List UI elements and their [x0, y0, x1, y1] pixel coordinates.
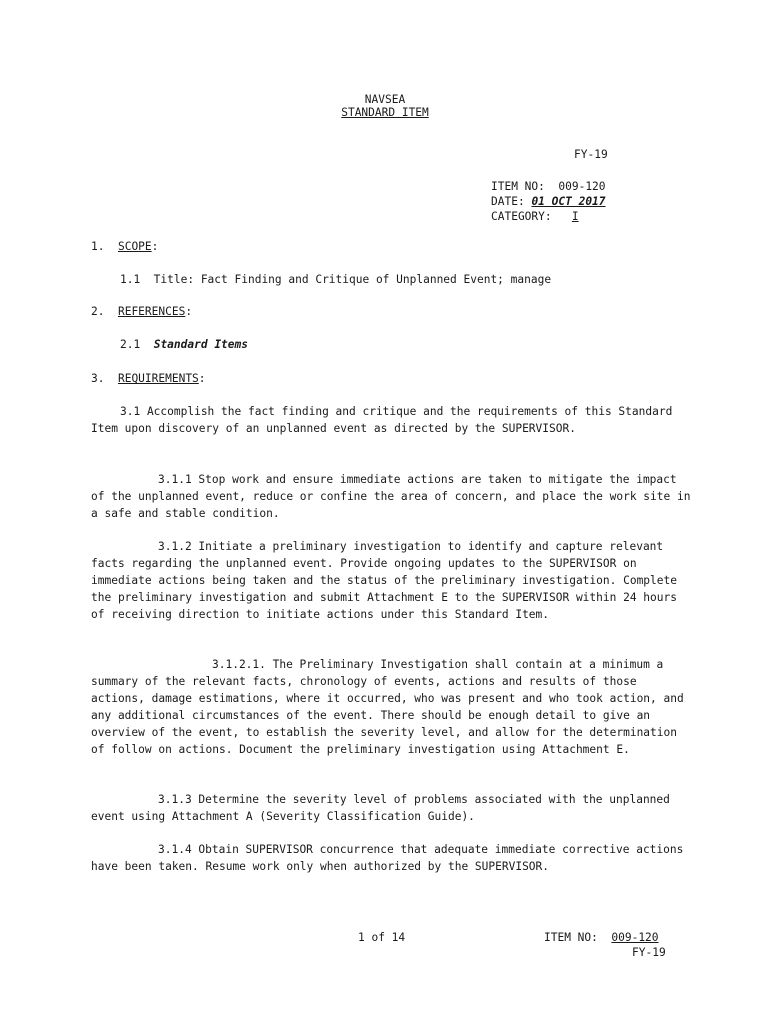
paragraph-3-1-3: 3.1.3 Determine the severity level of problems associated with the unplanned event using Attachment A (Severity Classification Guide).: [91, 793, 670, 823]
reference-text: Standard Items: [153, 338, 248, 351]
header-fy: FY-19: [574, 148, 608, 161]
header-standard-item: [0, 105, 770, 122]
section-requirements-heading: 3. REQUIREMENTS:: [91, 372, 206, 385]
footer-item-no-value: 009-120: [611, 931, 659, 944]
reference-number: 2.1: [120, 338, 141, 351]
date-label: DATE:: [491, 195, 525, 208]
category-label: CATEGORY:: [491, 210, 552, 223]
paragraph-3-1-4: 3.1.4 Obtain SUPERVISOR concurrence that adequate immediate corrective actions have been taken. Resume work only when authorized by the SUPERVISOR.: [91, 843, 684, 873]
standard-item-title: STANDARD ITEM: [341, 106, 429, 119]
reference-2-1: [120, 337, 248, 354]
paragraph-3-1-1: 3.1.1 Stop work and ensure immediate actions are taken to mitigate the impact of the unplanned event, reduce or confine the area of concern, and place the work site in a safe and stable condition.: [91, 473, 691, 520]
paragraph-3-1: 3.1 Accomplish the fact finding and critique and the requirements of this Standard Item upon discovery of an unplanned event as directed by the SUPERVISOR.: [91, 405, 673, 435]
footer-item-no-label: ITEM NO:: [544, 931, 598, 944]
section-number: 2.: [91, 305, 105, 318]
paragraph-3-1-2-1: 3.1.2.1. The Preliminary Investigation shall contain at a minimum a summary of the relevant facts, chronology of events, actions and results of those actions, damage estimations, where it occurred, who was present and who took action, and any additional circumstances of the event. There should be enough detail to give an overview of the event, to establish the severity level, and allow for the determination of follow on actions. Document the preliminary investigation using Attachment E.: [91, 658, 684, 756]
footer-fy: FY-19: [632, 946, 666, 959]
date-value: 01 OCT 2017: [531, 195, 606, 208]
section-number: 3.: [91, 372, 105, 385]
paragraph-3-1-2: 3.1.2 Initiate a preliminary investigation to identify and capture relevant facts regarding the unplanned event. Provide ongoing updates to the SUPERVISOR on immediate actions being taken and the status of the preliminary investigation. Complete the preliminary investigation and submit Attachment E to the SUPERVISOR within 24 hours of receiving direction to initiate actions under this Standard Item.: [91, 540, 677, 621]
scope-1-1: 1.1 Title: Fact Finding and Critique of Unplanned Event; manage: [120, 273, 552, 286]
header-category: [491, 209, 579, 226]
section-scope-heading: 1. SCOPE:: [91, 240, 159, 253]
section-title: REQUIREMENTS: [117, 372, 199, 385]
section-number: 1.: [91, 240, 105, 253]
section-title: SCOPE: [117, 240, 152, 253]
category-value: I: [571, 210, 579, 223]
footer-page-number: 1 of 14: [358, 931, 406, 944]
item-no-label: ITEM NO:: [491, 180, 545, 193]
section-references-heading: 2. REFERENCES:: [91, 305, 193, 318]
section-title: REFERENCES: [117, 305, 186, 318]
item-no-value: 009-120: [558, 180, 606, 193]
header-navsea: NAVSEA: [364, 93, 406, 106]
